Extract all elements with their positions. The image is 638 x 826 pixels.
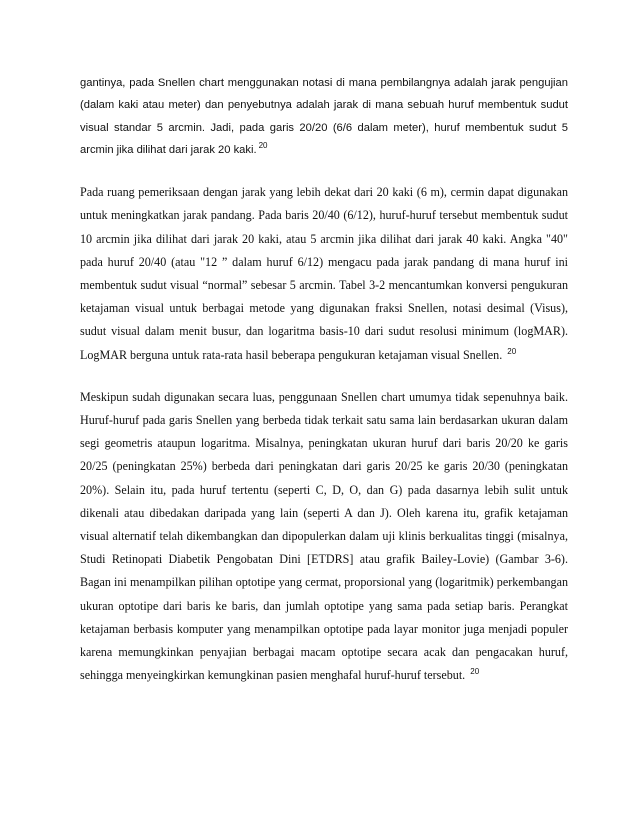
paragraph-1-text: gantinya, pada Snellen chart menggunakan notasi di mana pembilangnya adalah jarak pengujian (dalam kaki atau meter) dan penyebutnya adalah jarak di mana sebuah huruf membentuk sudut visual standar 5 arcmin. Jadi, pada garis 20/20 (6/6 dalam meter), huruf membentuk sudut 5 arcmin jika dilihat dari jarak 20 kaki.	[80, 77, 568, 156]
reference-marker: 20	[470, 667, 480, 677]
paragraph-1	[80, 72, 568, 161]
paragraph-2	[80, 181, 568, 367]
paragraph-3	[80, 386, 568, 688]
reference-marker: 20	[258, 141, 268, 151]
reference-marker: 20	[507, 346, 517, 356]
document-page	[80, 72, 568, 706]
paragraph-3-text: Meskipun sudah digunakan secara luas, penggunaan Snellen chart umumya tidak sepenuhnya baik. Huruf-huruf pada garis Snellen yang berbeda tidak terkait satu sama lain berdasarkan ukuran dalam segi geometris ataupun logaritma. Misalnya, peningkatan ukuran huruf dari baris 20/20 ke garis 20/25 (peningkatan 25%) berbeda dari peningkatan dari garis 20/25 ke garis 20/30 (peningkatan 20%). Selain itu, pada huruf tertentu (seperti C, D, O, dan G) pada dasarnya lebih sulit untuk dikenali atau dibedakan daripada yang lain (seperti A dan J). Oleh karena itu, grafik ketajaman visual alternatif telah dikembangkan dan dipopulerkan dalam uji klinis berkualitas tinggi (misalnya, Studi Retinopati Diabetik Pengobatan Dini [ETDRS] atau grafik Bailey-Lovie) (Gambar 3-6). Bagan ini menampilkan pilihan optotipe yang cermat, proporsional yang (logaritmik) perkembangan ukuran optotipe dari baris ke baris, dan jumlah optotipe yang sama pada setiap baris. Perangkat ketajaman berbasis komputer yang menampilkan optotipe pada layar monitor juga menjadi populer karena memungkinkan penyajian berbagai macam optotipe secara acak dan pengacakan huruf, sehingga menyeingkirkan kemungkinan pasien menghafal huruf-huruf tersebut.	[80, 389, 568, 683]
paragraph-2-text: Pada ruang pemeriksaan dengan jarak yang lebih dekat dari 20 kaki (6 m), cermin dapat digunakan untuk meningkatkan jarak pandang. Pada baris 20/40 (6/12), huruf-huruf tersebut membentuk sudut 10 arcmin jika dilihat dari jarak 20 kaki, atau 5 arcmin jika dilihat dari jarak 40 kaki. Angka "40" pada huruf 20/40 (atau "12 ” dalam huruf 6/12) mengacu pada jarak pandang di mana huruf ini membentuk sudut visual “normal” sebesar 5 arcmin. Tabel 3-2 mencantumkan konversi pengukuran ketajaman visual untuk berbagai metode yang digunakan fraksi Snellen, notasi desimal (Visus), sudut visual dalam menit busur, dan logaritma basis-10 dari sudut resolusi minimum (logMAR). LogMAR berguna untuk rata-rata hasil beberapa pengukuran ketajaman visual Snellen.	[80, 185, 568, 362]
